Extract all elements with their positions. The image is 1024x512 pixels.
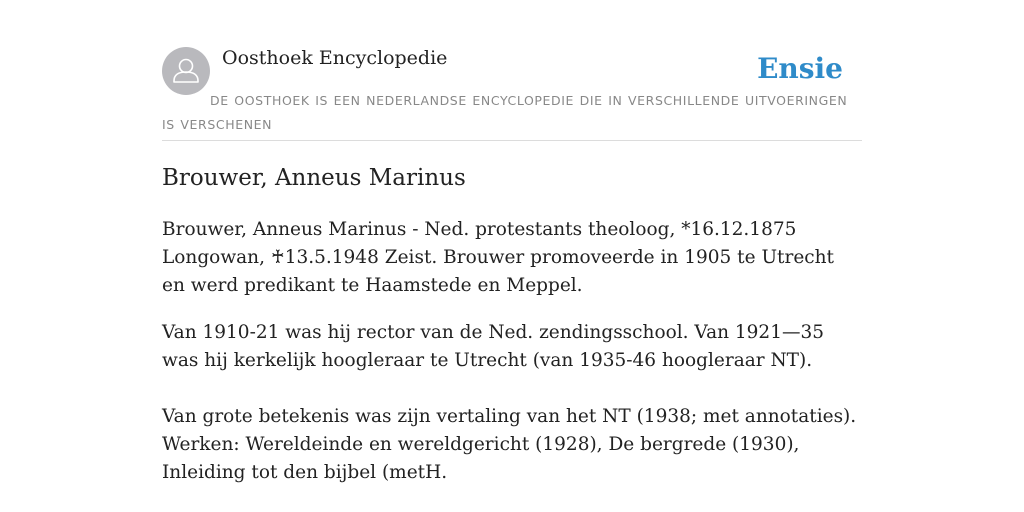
article-paragraph-2: Van 1910-21 was hij rector van de Ned. zendingsschool. Van 1921—35 was hij kerkelijk hoogleraar te Utrecht (van 1935-46 hoogleraar NT). bbox=[162, 322, 825, 371]
site-name[interactable]: Oosthoek Encyclopedie bbox=[222, 47, 448, 69]
article-paragraph-1: Brouwer, Anneus Marinus - Ned. protestants theoloog, *16.12.1875 Longowan, ♰13.5.1948 Zeist. Brouwer promoveerde in 1905 te Utrecht en werd predikant te Haamstede en Meppel. bbox=[162, 219, 834, 296]
article-title: Brouwer, Anneus Marinus bbox=[162, 165, 466, 191]
site-header bbox=[162, 46, 862, 141]
brand-logo-link[interactable]: Ensie bbox=[757, 52, 843, 85]
person-outline-icon bbox=[162, 47, 210, 95]
site-tagline: DE OOSTHOEK IS EEN NEDERLANDSE ENCYCLOPEDIE DIE IN VERSCHILLENDE UITVOERINGEN IS VERSCHENEN bbox=[162, 93, 848, 132]
article-paragraph-3: Van grote betekenis was zijn vertaling van het NT (1938; met annotaties). Werken: Wereldeinde en wereldgericht (1928), De bergrede (1930), Inleiding tot den bijbel (metH. bbox=[162, 406, 857, 483]
user-avatar-icon[interactable] bbox=[162, 47, 210, 95]
